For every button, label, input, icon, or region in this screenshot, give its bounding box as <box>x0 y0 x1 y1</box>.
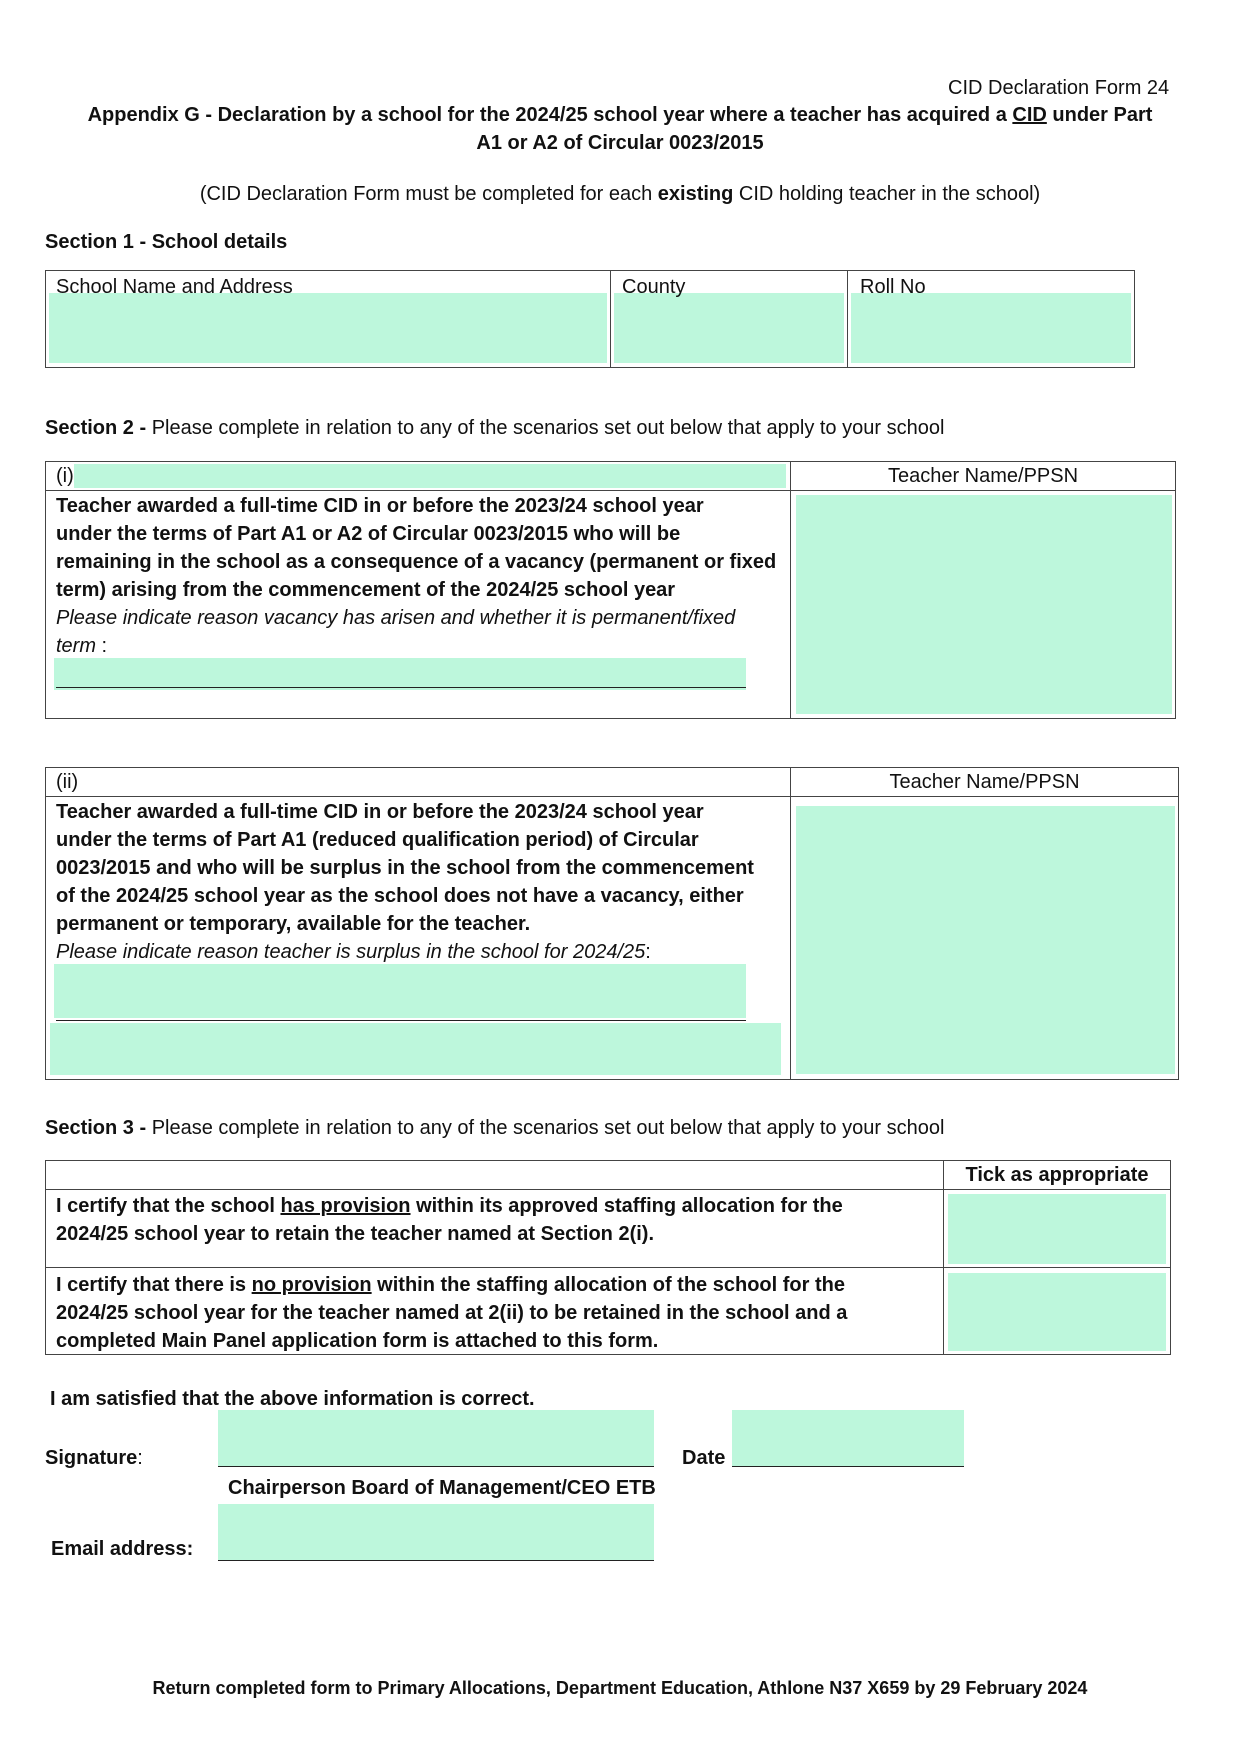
date-label: Date <box>682 1447 726 1469</box>
tick-header: Tick as appropriate <box>965 1164 1149 1186</box>
scenario-ii-text-line2: under the terms of Part A1 (reduced qualification period) of Circular <box>56 829 699 851</box>
signature-label: Signature: <box>45 1447 143 1469</box>
has-provision-tick-field[interactable] <box>948 1194 1166 1264</box>
certification-table <box>45 1160 1171 1355</box>
form-reference: CID Declaration Form 24 <box>948 77 1170 99</box>
divider <box>610 271 611 367</box>
scenario-ii-teacher-header: Teacher Name/PPSN <box>889 771 1080 793</box>
scenario-i-prompt-line2: term : <box>56 635 108 657</box>
scenario-ii-teacher-name-ppsn-field[interactable] <box>796 806 1175 1074</box>
school-details-table <box>45 270 1135 368</box>
email-field[interactable] <box>218 1504 654 1560</box>
signature-field[interactable] <box>218 1410 654 1466</box>
no-provision-line3: completed Main Panel application form is attached to this form. <box>56 1330 659 1352</box>
scenario-i-text-line3: remaining in the school as a consequence of a vacancy (permanent or fixed <box>56 551 777 573</box>
divider <box>847 271 848 367</box>
form-title: Appendix G - Declaration by a school for the 2024/25 school year where a teacher has acquired a CID under Part <box>87 104 1153 126</box>
has-provision-line1: I certify that the school has provision within its approved staffing allocation for the <box>56 1195 843 1217</box>
divider <box>46 796 1178 797</box>
email-label: Email address: <box>51 1538 194 1560</box>
scenario-ii-text-line3: 0023/2015 and who will be surplus in the school from the commencement <box>56 857 754 879</box>
county-field[interactable] <box>614 293 844 363</box>
scenario-i-reason-field[interactable] <box>54 658 746 690</box>
divider <box>46 490 1175 491</box>
scenario-ii-reason-field[interactable] <box>54 964 746 1018</box>
divider <box>790 768 791 1079</box>
scenario-i-reason-line <box>56 687 746 688</box>
school-name-address-label: School Name and Address <box>56 276 293 298</box>
scenario-ii-reason-line <box>56 1020 746 1021</box>
roll-no-field[interactable] <box>851 293 1131 363</box>
date-field[interactable] <box>732 1410 964 1466</box>
scenario-ii-prompt: Please indicate reason teacher is surplus in the school for 2024/25: <box>56 941 651 963</box>
scenario-i-prompt-line1: Please indicate reason vacancy has arisen and whether it is permanent/fixed <box>56 607 736 629</box>
declaration-statement: I am satisfied that the above information is correct. <box>50 1388 535 1410</box>
section3-heading: Section 3 - Please complete in relation to any of the scenarios set out below that apply to your school <box>45 1117 945 1139</box>
has-provision-line2: 2024/25 school year to retain the teacher named at Section 2(i). <box>56 1223 654 1245</box>
scenario-i-teacher-name-ppsn-field[interactable] <box>796 495 1172 714</box>
scenario-i-text-line1: Teacher awarded a full-time CID in or before the 2023/24 school year <box>56 495 704 517</box>
scenario-i-text-line2: under the terms of Part A1 or A2 of Circular 0023/2015 who will be <box>56 523 681 545</box>
completion-note: (CID Declaration Form must be completed for each existing CID holding teacher in the school) <box>199 183 1041 205</box>
scenario-ii-text-line5: permanent or temporary, available for the teacher. <box>56 913 531 935</box>
scenario-i-label-field[interactable] <box>74 464 786 488</box>
scenario-i-table <box>45 461 1176 719</box>
section1-heading: Section 1 - School details <box>45 231 288 253</box>
scenario-ii-table <box>45 767 1179 1080</box>
divider <box>790 462 791 718</box>
scenario-i-label: (i) <box>56 465 74 487</box>
no-provision-tick-field[interactable] <box>948 1273 1166 1351</box>
scenario-ii-text-line1: Teacher awarded a full-time CID in or before the 2023/24 school year <box>56 801 704 823</box>
scenario-i-teacher-header: Teacher Name/PPSN <box>887 465 1079 487</box>
signature-line <box>218 1466 654 1467</box>
form-title-line2: A1 or A2 of Circular 0023/2015 <box>476 132 764 154</box>
scenario-ii-additional-field[interactable] <box>50 1023 781 1075</box>
no-provision-line2: 2024/25 school year for the teacher named at 2(ii) to be retained in the school and a <box>56 1302 848 1324</box>
signatory-title: Chairperson Board of Management/CEO ETB <box>228 1477 656 1499</box>
email-line <box>218 1560 654 1561</box>
section2-heading: Section 2 - Please complete in relation to any of the scenarios set out below that apply to your school <box>45 417 945 439</box>
scenario-ii-label: (ii) <box>56 771 79 793</box>
date-line <box>732 1466 964 1467</box>
roll-no-label: Roll No <box>860 276 926 298</box>
divider <box>46 1189 1170 1190</box>
scenario-ii-text-line4: of the 2024/25 school year as the school does not have a vacancy, either <box>56 885 744 907</box>
scenario-i-text-line4: term) arising from the commencement of the 2024/25 school year <box>56 579 676 601</box>
school-name-address-field[interactable] <box>49 293 607 363</box>
return-instructions: Return completed form to Primary Allocations, Department Education, Athlone N37 X659 by 29 February 2024 <box>152 1678 1088 1698</box>
no-provision-line1: I certify that there is no provision within the staffing allocation of the school for the <box>56 1274 845 1296</box>
divider <box>46 1267 1170 1268</box>
county-label: County <box>622 276 686 298</box>
